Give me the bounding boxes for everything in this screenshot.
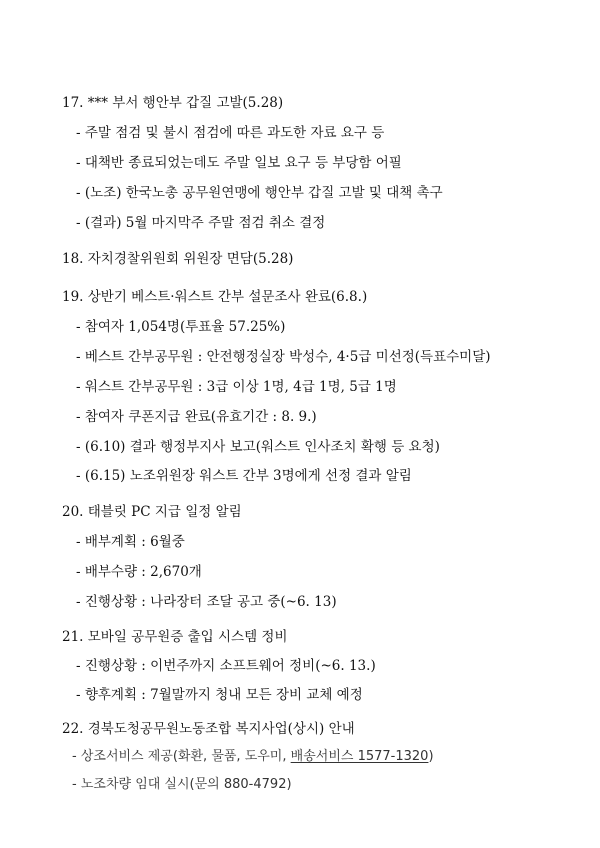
section-19-item-2: - 베스트 간부공무원 : 안전행정실장 박성수, 4·5급 미선정(득표수미달): [76, 349, 491, 365]
section-19-item-3: - 워스트 간부공무원 : 3급 이상 1명, 4급 1명, 5급 1명: [76, 379, 397, 395]
section-22-heading: 22. 경북도청공무원노동조합 복지사업(상시) 안내: [62, 721, 355, 737]
section-17-heading: 17. *** 부서 행안부 갑질 고발(5.28): [62, 95, 284, 111]
welfare-item-1-suffix: ): [428, 749, 434, 764]
section-19-item-1: - 참여자 1,054명(투표율 57.25%): [76, 319, 286, 335]
section-20-heading: 20. 태블릿 PC 지급 일정 알림: [62, 504, 242, 520]
section-21-item-1: - 진행상황 : 이번주까지 소프트웨어 정비(~6. 13.): [76, 658, 376, 674]
section-17-item-2: - 대책반 종료되었는데도 주말 일보 요구 등 부당함 어필: [76, 155, 402, 171]
section-20-item-1: - 배부계획 : 6월중: [76, 534, 185, 550]
section-21-heading: 21. 모바일 공무원증 출입 시스템 정비: [62, 629, 288, 645]
section-20-item-3: - 진행상황 : 나라장터 조달 공고 중(~6. 13): [76, 594, 337, 610]
delivery-service-phone: 배송서비스 1577-1320: [290, 749, 429, 764]
section-19-item-6: - (6.15) 노조위원장 워스트 간부 3명에게 선정 결과 알림: [76, 468, 412, 484]
welfare-item-2: - 노조차량 임대 실시(문의 880-4792): [72, 777, 292, 792]
welfare-item-1: [72, 748, 434, 766]
section-20-item-2: - 배부수량 : 2,670개: [76, 564, 202, 580]
section-19-item-5: - (6.10) 결과 행정부지사 보고(워스트 인사조치 확행 등 요청): [76, 439, 440, 455]
section-19-heading: 19. 상반기 베스트·워스트 간부 설문조사 완료(6.8.): [62, 289, 368, 305]
section-17-item-4: - (결과) 5월 마지막주 주말 점검 취소 결정: [76, 215, 326, 231]
section-17-item-3: - (노조) 한국노총 공무원연맹에 행안부 갑질 고발 및 대책 촉구: [76, 185, 443, 201]
section-17-item-1: - 주말 점검 및 불시 점검에 따른 과도한 자료 요구 등: [76, 125, 385, 141]
section-18-heading: 18. 자치경찰위원회 위원장 면담(5.28): [62, 251, 294, 267]
section-19-item-4: - 참여자 쿠폰지급 완료(유효기간 : 8. 9.): [76, 409, 317, 425]
section-21-item-2: - 향후계획 : 7월말까지 청내 모든 장비 교체 예정: [76, 687, 363, 703]
welfare-item-1-prefix: - 상조서비스 제공(화환, 물품, 도우미,: [72, 749, 291, 764]
